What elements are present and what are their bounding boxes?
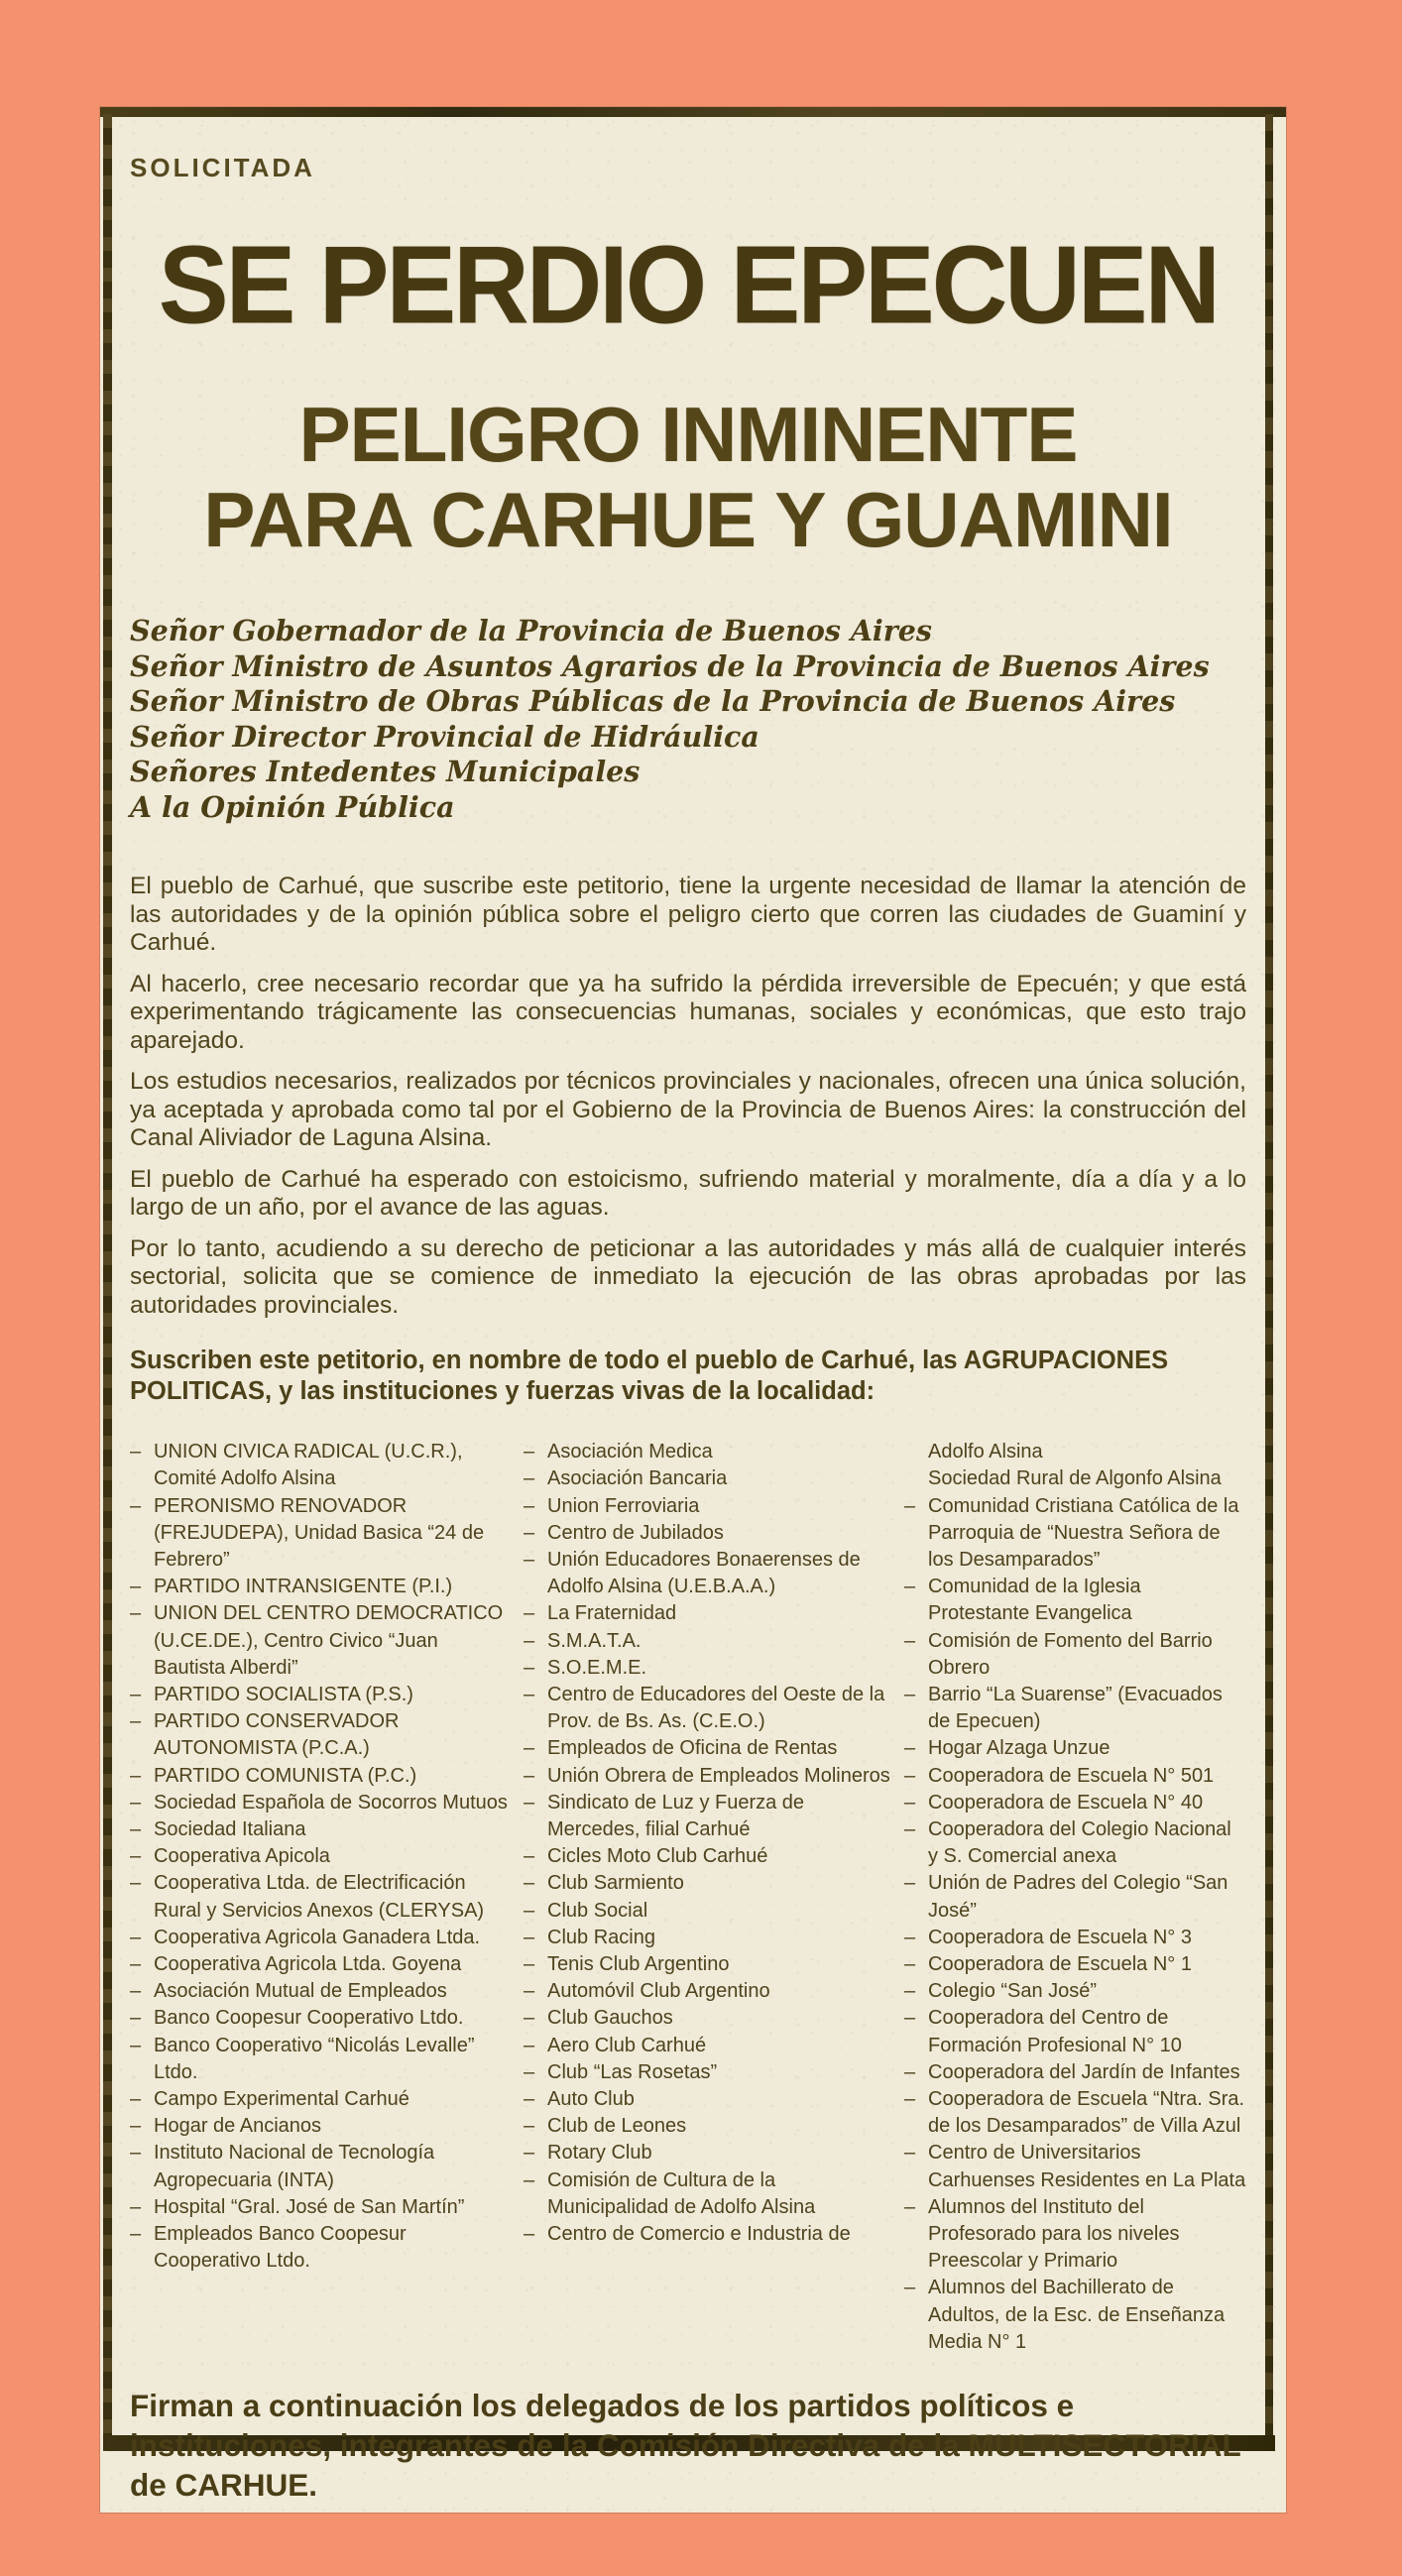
list-item bbox=[904, 1493, 1246, 1575]
list-item bbox=[904, 1682, 1246, 1735]
list-item bbox=[130, 2221, 512, 2275]
dash-marker: – bbox=[904, 2087, 916, 2110]
dash-marker: – bbox=[904, 1872, 916, 1895]
org-name: Club Social bbox=[547, 1899, 648, 1922]
dash-marker: – bbox=[904, 2277, 916, 2299]
dash-marker: – bbox=[524, 1548, 535, 1571]
org-name: Cooperativa Agricola Ltda. Goyena bbox=[154, 1952, 462, 1975]
dash-marker: – bbox=[904, 2195, 916, 2218]
org-column-3 bbox=[904, 1439, 1246, 2356]
org-name: Banco Cooperativo “Nicolás Levalle” Ltdo. bbox=[154, 2034, 475, 2083]
list-item bbox=[904, 1978, 1246, 2005]
list-item bbox=[130, 1843, 512, 1870]
org-name: Empleados Banco Coopesur Cooperativo Ltdo. bbox=[154, 2223, 407, 2273]
org-name: Club “Las Rosetas” bbox=[547, 2060, 718, 2083]
list-item bbox=[904, 1628, 1246, 1682]
org-name: Asociación Mutual de Empleados bbox=[154, 1980, 447, 2003]
dash-marker: – bbox=[524, 1629, 535, 1652]
list-item bbox=[130, 1708, 512, 1762]
list-item bbox=[904, 1439, 1246, 1465]
dash-marker: – bbox=[130, 1602, 142, 1625]
list-item bbox=[524, 1547, 892, 1600]
org-name: Campo Experimental Carhué bbox=[154, 2087, 409, 2110]
org-name: Comunidad de la Iglesia Protestante Evangelica bbox=[928, 1576, 1141, 1625]
org-name: Rotary Club bbox=[547, 2142, 652, 2165]
addressee-line: Señor Director Provincial de Hidráulica bbox=[130, 719, 759, 754]
dash-marker: – bbox=[130, 1494, 142, 1517]
list-item bbox=[904, 1763, 1246, 1790]
dash-marker: – bbox=[904, 2007, 916, 2030]
dash-marker: – bbox=[904, 2142, 916, 2165]
list-item bbox=[524, 1978, 892, 2005]
org-name: Centro de Jubilados bbox=[547, 1521, 724, 1544]
dash-marker: – bbox=[130, 2195, 142, 2218]
org-name: Auto Club bbox=[547, 2087, 635, 2110]
org-name: S.O.E.M.E. bbox=[547, 1656, 647, 1679]
list-item bbox=[130, 1439, 512, 1492]
list-item bbox=[904, 2005, 1246, 2058]
dash-marker: – bbox=[524, 2060, 535, 2083]
org-name: Centro de Universitarios Carhuenses Residentes en La Plata bbox=[928, 2142, 1246, 2191]
list-item bbox=[130, 1493, 512, 1575]
org-name: UNION CIVICA RADICAL (U.C.R.), Comité Adolfo Alsina bbox=[154, 1441, 463, 1490]
org-column-2 bbox=[524, 1439, 892, 2356]
list-item bbox=[130, 1870, 512, 1924]
organizations-columns bbox=[130, 1439, 1246, 2356]
org-name: Banco Coopesur Cooperativo Ltdo. bbox=[154, 2007, 464, 2030]
org-name: PERONISMO RENOVADOR (FREJUDEPA), Unidad Basica “24 de Febrero” bbox=[154, 1494, 485, 1571]
dash-marker: – bbox=[524, 2087, 535, 2110]
dash-marker: – bbox=[524, 1845, 535, 1868]
org-name: S.M.A.T.A. bbox=[547, 1629, 642, 1652]
dash-marker: – bbox=[524, 1441, 535, 1464]
org-name: Adolfo Alsina bbox=[928, 1441, 1043, 1464]
dash-marker: – bbox=[130, 1952, 142, 1975]
org-name: PARTIDO CONSERVADOR AUTONOMISTA (P.C.A.) bbox=[154, 1710, 400, 1760]
ad-content bbox=[130, 107, 1246, 2505]
body-paragraph: Los estudios necesarios, realizados por técnicos provinciales y nacionales, ofrecen una única solución, ya aceptada y aprobada como tal por el Gobierno de la Provincia de Buenos Aires: la construcción del Canal Aliviador de Laguna Alsina. bbox=[130, 1068, 1246, 1152]
dash-marker: – bbox=[130, 2115, 142, 2138]
org-name: Unión de Padres del Colegio “San José” bbox=[928, 1872, 1228, 1922]
dash-marker: – bbox=[904, 1683, 916, 1705]
dash-marker: – bbox=[524, 2168, 535, 2191]
list-item bbox=[130, 1574, 512, 1600]
list-item bbox=[130, 1951, 512, 1978]
list-item bbox=[524, 2167, 892, 2221]
list-item bbox=[904, 2086, 1246, 2140]
org-name: PARTIDO COMUNISTA (P.C.) bbox=[154, 1764, 417, 1787]
list-item bbox=[130, 1682, 512, 1708]
list-item bbox=[904, 2275, 1246, 2356]
border-right bbox=[1265, 114, 1273, 2451]
solicitada-label: SOLICITADA bbox=[130, 153, 315, 182]
dash-marker: – bbox=[524, 2034, 535, 2056]
dash-marker: – bbox=[524, 1737, 535, 1760]
list-item bbox=[130, 1600, 512, 1682]
body-paragraph: Por lo tanto, acudiendo a su derecho de peticionar a las autoridades y más allá de cualquier interés sectorial, solicita que se comience de inmediato la ejecución de las obras aprobadas por las autoridades provinciales. bbox=[130, 1234, 1246, 1319]
org-name: Sociedad Rural de Algonfo Alsina bbox=[928, 1467, 1222, 1490]
list-item bbox=[904, 1870, 1246, 1924]
list-item bbox=[524, 2140, 892, 2166]
dash-marker: – bbox=[130, 1710, 142, 1733]
addressee-line: Señor Ministro de Asuntos Agrarios de la Provincia de Buenos Aires bbox=[130, 648, 1210, 683]
list-item bbox=[130, 1816, 512, 1843]
org-name: Empleados de Oficina de Rentas bbox=[547, 1737, 838, 1760]
org-name: Cooperadora de Escuela N° 40 bbox=[928, 1791, 1204, 1814]
list-item bbox=[904, 1735, 1246, 1762]
org-name: Tenis Club Argentino bbox=[547, 1952, 730, 1975]
org-name: Asociación Bancaria bbox=[547, 1467, 728, 1490]
dash-marker: – bbox=[524, 1980, 535, 2003]
list-item bbox=[130, 1790, 512, 1816]
org-name: Cooperativa Apicola bbox=[154, 1845, 330, 1868]
body-paragraph: Al hacerlo, cree necesario recordar que ya ha sufrido la pérdida irreversible de Epecuén; y que está experimentando trágicamente las consecuencias humanas, sociales y económicas, que esto trajo aparejado. bbox=[130, 970, 1246, 1054]
org-name: Cooperadora del Jardín de Infantes bbox=[928, 2060, 1240, 2083]
dash-marker: – bbox=[524, 1521, 535, 1544]
list-item bbox=[130, 1763, 512, 1790]
list-item bbox=[524, 1600, 892, 1627]
dash-marker: – bbox=[524, 1952, 535, 1975]
org-name: Club de Leones bbox=[547, 2115, 687, 2138]
dash-marker: – bbox=[904, 1764, 916, 1787]
list-item bbox=[524, 1898, 892, 1925]
org-name: Comisión de Fomento del Barrio Obrero bbox=[928, 1629, 1213, 1679]
org-name: La Fraternidad bbox=[547, 1602, 677, 1625]
subheadline-line-1: PELIGRO INMINENTE bbox=[298, 391, 1078, 479]
list-item bbox=[130, 2005, 512, 2032]
list-item bbox=[524, 1735, 892, 1762]
list-item bbox=[524, 2033, 892, 2059]
dash-marker: – bbox=[130, 1926, 142, 1948]
dash-marker: – bbox=[524, 1872, 535, 1895]
dash-marker: – bbox=[524, 1494, 535, 1517]
org-name: Unión Obrera de Empleados Molineros bbox=[547, 1764, 890, 1787]
solicitada-page bbox=[100, 107, 1286, 2513]
dash-marker: – bbox=[524, 1791, 535, 1814]
org-name: Cooperadora del Colegio Nacional y S. Comercial anexa bbox=[928, 1817, 1231, 1868]
org-name: Club Sarmiento bbox=[547, 1872, 684, 1895]
dash-marker: – bbox=[130, 1764, 142, 1787]
dash-marker: – bbox=[904, 1980, 916, 2003]
org-name: Cooperadora de Escuela N° 3 bbox=[928, 1926, 1192, 1948]
dash-marker: – bbox=[524, 1899, 535, 1922]
org-name: Asociación Medica bbox=[547, 1441, 713, 1464]
org-name: Club Racing bbox=[547, 1926, 655, 1948]
dash-marker: – bbox=[524, 2115, 535, 2138]
list-item bbox=[524, 1655, 892, 1682]
dash-marker: – bbox=[130, 1980, 142, 2003]
dash-marker: – bbox=[130, 2223, 142, 2245]
list-item bbox=[524, 1439, 892, 1465]
dash-marker: – bbox=[524, 1467, 535, 1490]
dash-marker: – bbox=[130, 2007, 142, 2030]
list-item bbox=[524, 1790, 892, 1843]
org-name: Centro de Educadores del Oeste de la Prov. de Bs. As. (C.E.O.) bbox=[547, 1683, 885, 1733]
org-name: Centro de Comercio e Industria de bbox=[547, 2223, 851, 2245]
subheadline bbox=[130, 392, 1246, 562]
org-name: Cooperadora del Centro de Formación Profesional N° 10 bbox=[928, 2007, 1182, 2056]
list-item bbox=[130, 2194, 512, 2221]
org-name: Instituto Nacional de Tecnología Agropecuaria (INTA) bbox=[154, 2142, 435, 2191]
org-name: PARTIDO SOCIALISTA (P.S.) bbox=[154, 1683, 413, 1705]
list-item bbox=[524, 2086, 892, 2113]
list-item bbox=[524, 1951, 892, 1978]
org-name: Colegio “San José” bbox=[928, 1980, 1098, 2003]
list-item bbox=[904, 2140, 1246, 2193]
org-name: Hogar de Ancianos bbox=[154, 2115, 322, 2138]
org-name: Barrio “La Suarense” (Evacuados de Epecuen) bbox=[928, 1683, 1223, 1733]
main-headline: SE PERDIO EPECUEN bbox=[158, 223, 1219, 347]
list-item bbox=[904, 1790, 1246, 1816]
body-paragraph: El pueblo de Carhué, que suscribe este petitorio, tiene la urgente necesidad de llamar la atención de las autoridades y de la opinión pública sobre el peligro cierto que corren las ciudades de Guaminí y Carhué. bbox=[130, 873, 1246, 957]
dash-marker: – bbox=[904, 1629, 916, 1652]
dash-marker: – bbox=[130, 1872, 142, 1895]
body-paragraph: El pueblo de Carhué ha esperado con estoicismo, sufriendo material y moralmente, día a día y a lo largo de un año, por el avance de las aguas. bbox=[130, 1165, 1246, 1222]
dash-marker: – bbox=[524, 1602, 535, 1625]
org-name: Sociedad Italiana bbox=[154, 1817, 306, 1840]
org-name: Alumnos del Instituto del Profesorado para los niveles Preescolar y Primario bbox=[928, 2195, 1180, 2273]
dash-marker: – bbox=[904, 1952, 916, 1975]
list-item bbox=[524, 1870, 892, 1897]
dash-marker: – bbox=[524, 1764, 535, 1787]
list-item bbox=[524, 1843, 892, 1870]
addressee-list bbox=[130, 614, 1246, 825]
dash-marker: – bbox=[904, 1926, 916, 1948]
subscribers-intro: Suscriben este petitorio, en nombre de todo el pueblo de Carhué, las AGRUPACIONES POLITICAS, y las instituciones y fuerzas vivas de la localidad: bbox=[130, 1347, 1169, 1406]
org-name: Cicles Moto Club Carhué bbox=[547, 1845, 768, 1868]
list-item bbox=[904, 2059, 1246, 2086]
org-name: Hogar Alzaga Unzue bbox=[928, 1737, 1110, 1760]
dash-marker: – bbox=[524, 1656, 535, 1679]
dash-marker: – bbox=[904, 1817, 916, 1840]
org-name: Unión Educadores Bonaerenses de Adolfo Alsina (U.E.B.A.A.) bbox=[547, 1548, 861, 1598]
org-name: Cooperadora de Escuela N° 1 bbox=[928, 1952, 1192, 1975]
org-name: UNION DEL CENTRO DEMOCRATICO (U.CE.DE.), Centro Civico “Juan Bautista Alberdi” bbox=[154, 1602, 504, 1679]
org-name: Cooperadora de Escuela N° 501 bbox=[928, 1764, 1215, 1787]
list-item bbox=[904, 1951, 1246, 1978]
dash-marker: – bbox=[524, 1683, 535, 1705]
list-item bbox=[904, 1574, 1246, 1627]
list-item bbox=[130, 1925, 512, 1951]
addressee-line: Señor Ministro de Obras Públicas de la Provincia de Buenos Aires bbox=[130, 684, 1176, 719]
dash-marker: – bbox=[524, 1926, 535, 1948]
org-name: Comisión de Cultura de la Municipalidad de Adolfo Alsina bbox=[547, 2168, 816, 2218]
org-name: Cooperadora de Escuela “Ntra. Sra. de los Desamparados” de Villa Azul bbox=[928, 2087, 1245, 2138]
dash-marker: – bbox=[524, 2223, 535, 2245]
list-item bbox=[130, 1978, 512, 2005]
dash-marker: – bbox=[130, 1845, 142, 1868]
org-name: Union Ferroviaria bbox=[547, 1494, 700, 1517]
dash-marker: – bbox=[130, 1817, 142, 1840]
dash-marker: – bbox=[130, 1683, 142, 1705]
dash-marker: – bbox=[130, 1441, 142, 1464]
list-item bbox=[524, 1520, 892, 1547]
closing-statement: Firman a continuación los delegados de los partidos políticos e instituciones, integrantes de la Comisión Directiva de la MULTISECTORIAL de CARHUE. bbox=[130, 2388, 1241, 2504]
org-name: Sociedad Española de Socorros Mutuos bbox=[154, 1791, 508, 1814]
petition-body bbox=[130, 873, 1246, 1320]
list-item bbox=[904, 1465, 1246, 1492]
addressee-line: A la Opinión Pública bbox=[130, 789, 455, 824]
addressee-line: Señores Intedentes Municipales bbox=[130, 755, 641, 789]
org-column-1 bbox=[130, 1439, 512, 2356]
list-item bbox=[130, 2113, 512, 2140]
dash-marker: – bbox=[524, 2007, 535, 2030]
org-name: Aero Club Carhué bbox=[547, 2034, 707, 2056]
org-name: Sindicato de Luz y Fuerza de Mercedes, filial Carhué bbox=[547, 1791, 805, 1840]
list-item bbox=[524, 1763, 892, 1790]
dash-marker: – bbox=[130, 2142, 142, 2165]
org-name: Cooperativa Ltda. de Electrificación Rural y Servicios Anexos (CLERYSA) bbox=[154, 1872, 485, 1922]
org-name: Alumnos del Bachillerato de Adultos, de la Esc. de Enseñanza Media N° 1 bbox=[928, 2277, 1226, 2353]
dash-marker: – bbox=[130, 1791, 142, 1814]
dash-marker: – bbox=[130, 2087, 142, 2110]
list-item bbox=[130, 2033, 512, 2086]
org-name: Hospital “Gral. José de San Martín” bbox=[154, 2195, 465, 2218]
dash-marker: – bbox=[904, 2060, 916, 2083]
dash-marker: – bbox=[904, 1791, 916, 1814]
list-item bbox=[524, 1465, 892, 1492]
dash-marker: – bbox=[524, 2142, 535, 2165]
list-item bbox=[524, 1682, 892, 1735]
dash-marker: – bbox=[904, 1737, 916, 1760]
org-name: Automóvil Club Argentino bbox=[547, 1980, 770, 2003]
list-item bbox=[904, 1925, 1246, 1951]
list-item bbox=[524, 2059, 892, 2086]
list-item bbox=[524, 1925, 892, 1951]
list-item bbox=[524, 2113, 892, 2140]
border-left bbox=[103, 114, 112, 2451]
list-item bbox=[524, 2221, 892, 2248]
list-item bbox=[524, 1493, 892, 1520]
list-item bbox=[130, 2086, 512, 2113]
org-name: PARTIDO INTRANSIGENTE (P.I.) bbox=[154, 1576, 453, 1598]
subheadline-line-2: PARA CARHUE Y GUAMINI bbox=[203, 476, 1173, 564]
dash-marker: – bbox=[904, 1494, 916, 1517]
list-item bbox=[130, 2140, 512, 2193]
org-name: Cooperativa Agricola Ganadera Ltda. bbox=[154, 1926, 481, 1948]
list-item bbox=[524, 1628, 892, 1655]
list-item bbox=[904, 2194, 1246, 2276]
dash-marker: – bbox=[130, 2034, 142, 2056]
addressee-line: Señor Gobernador de la Provincia de Buenos Aires bbox=[130, 614, 932, 648]
list-item bbox=[904, 1816, 1246, 1870]
dash-marker: – bbox=[130, 1576, 142, 1598]
org-name: Club Gauchos bbox=[547, 2007, 673, 2030]
dash-marker: – bbox=[904, 1576, 916, 1598]
org-name: Comunidad Cristiana Católica de la Parroquia de “Nuestra Señora de los Desamparados” bbox=[928, 1494, 1239, 1571]
list-item bbox=[524, 2005, 892, 2032]
